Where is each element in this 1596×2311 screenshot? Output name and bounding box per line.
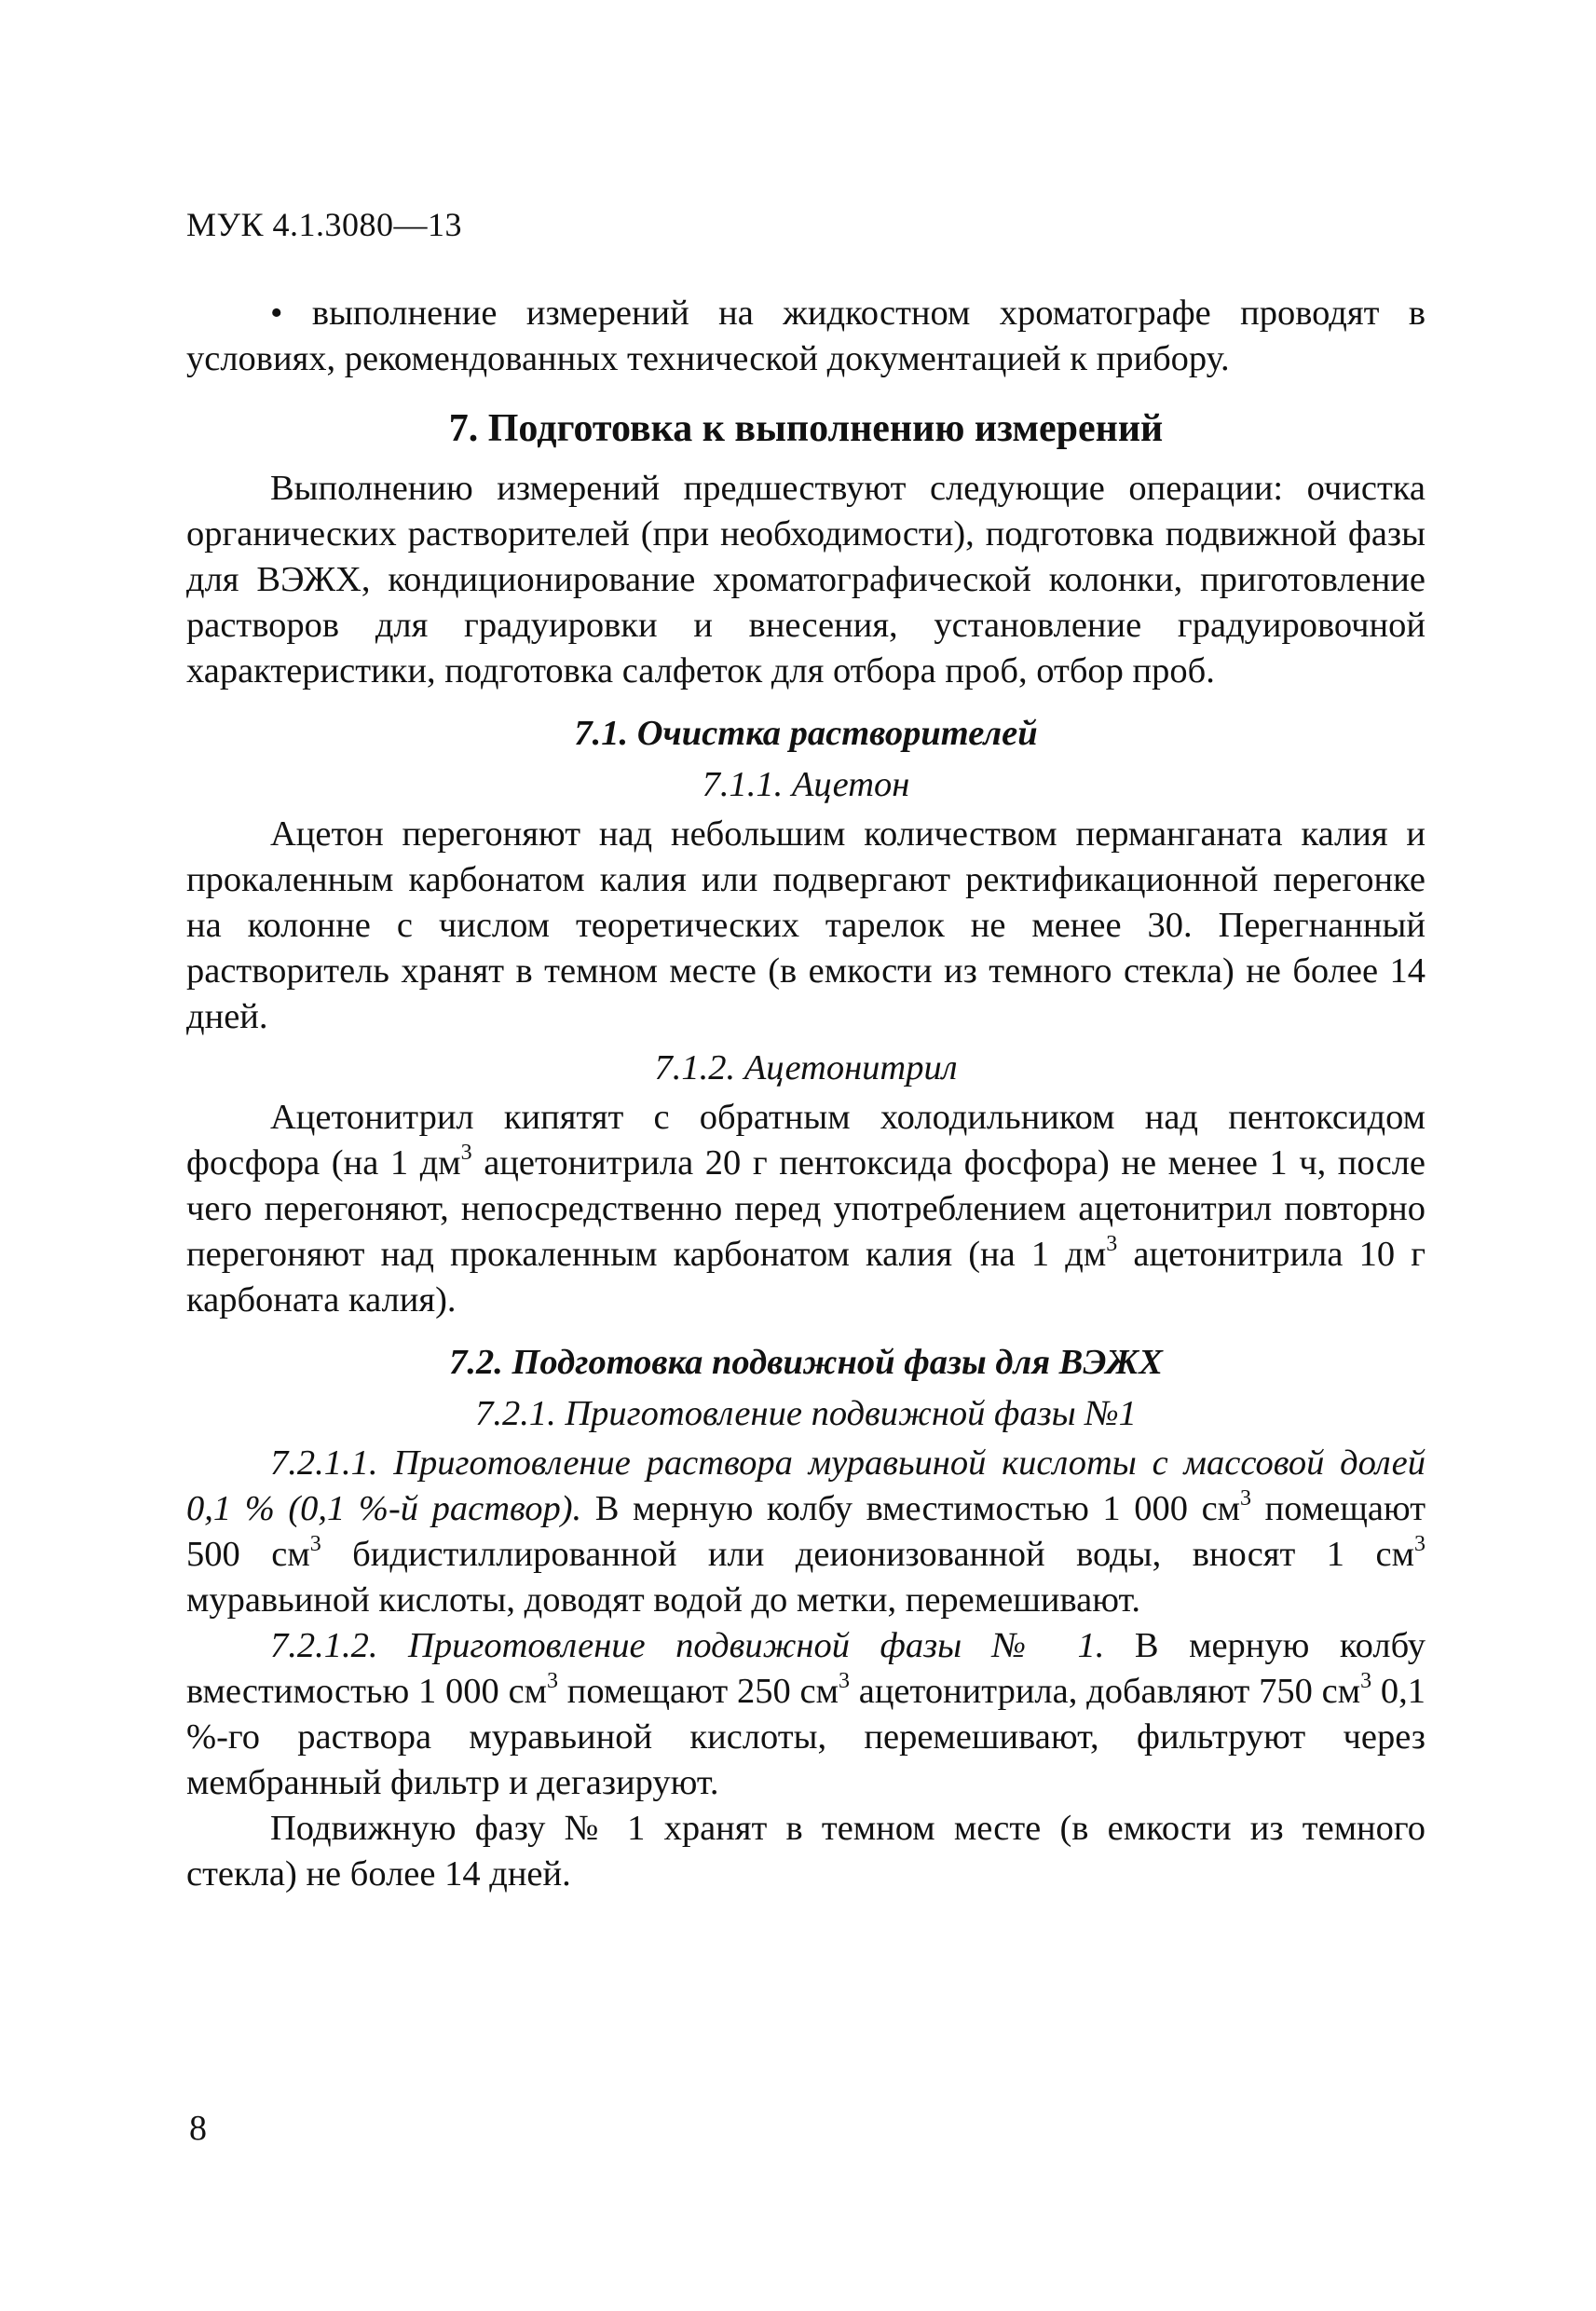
text-run: 0,1 %-го раствора муравьиной кислоты, перемешивают, фильтруют через мембранный фильтр и дегазируют. (186, 1672, 1425, 1802)
superscript: 3 (1240, 1486, 1252, 1511)
text-run: бидистиллированной или деионизованной воды, вносят 1 см (321, 1535, 1414, 1574)
text-run: помещают 250 см (558, 1672, 839, 1711)
page-content (186, 291, 1425, 1897)
document-code-header: МУК 4.1.3080—13 (186, 206, 463, 243)
bullet-paragraph (186, 291, 1425, 382)
section-7-2-1-1-text (186, 1441, 1425, 1623)
superscript: 3 (309, 1532, 321, 1556)
section-7-2-1-1-lead: 7.2.1.1. Приготовление раствора муравьиной кислоты с массовой долей 0,1 % (0,1 %-й раствор). (186, 1443, 1425, 1528)
section-7-1-1-heading: 7.1.1. Ацетон (702, 765, 910, 804)
superscript: 3 (1360, 1669, 1372, 1693)
page-number: 8 (189, 2109, 207, 2148)
superscript: 3 (547, 1669, 559, 1693)
superscript: 3 (1106, 1232, 1118, 1256)
mobile-phase-storage-text: Подвижную фазу № 1 хранят в темном месте (в емкости из темного стекла) не более 14 дней. (186, 1809, 1425, 1894)
superscript: 3 (1414, 1532, 1425, 1556)
section-7-heading: 7. Подготовка к выполнению измерений (448, 407, 1164, 450)
text-run: помещают 500 см (186, 1489, 1426, 1574)
section-7-2-heading: 7.2. Подготовка подвижной фазы для ВЭЖХ (449, 1343, 1163, 1382)
bullet-glyph: • (270, 294, 283, 333)
section-7-2-1-heading: 7.2.1. Приготовление подвижной фазы №1 (475, 1394, 1137, 1433)
section-7-1-2-text (186, 1095, 1425, 1323)
text-run: В мерную колбу вместимостью 1 000 см (186, 1626, 1425, 1711)
text-run: В мерную колбу вместимостью 1 000 см (581, 1489, 1241, 1528)
section-7-1-heading: 7.1. Очистка растворителей (574, 714, 1038, 753)
text-run: Ацетонитрил кипятят с обратным холодильником над пентоксидом фосфора (на 1 дм (186, 1098, 1425, 1183)
text-run: муравьиной кислоты, доводят водой до метки, перемешивают. (186, 1580, 1141, 1620)
superscript: 3 (460, 1141, 472, 1165)
superscript: 3 (838, 1669, 850, 1693)
section-7-1-1-text: Ацетон перегоняют над небольшим количеством перманганата калия и прокаленным карбонатом калия или подвергают ректификационной перегонке на колонне с числом теоретических тарелок не менее 30. Перегнанный растворитель хранят в темном месте (в емкости из темного стекла) не более 14 дней. (186, 814, 1425, 1036)
section-7-2-1-2-lead: 7.2.1.2. Приготовление подвижной фазы № 1. (270, 1626, 1105, 1665)
bullet-text: выполнение измерений на жидкостном хроматографе проводят в условиях, рекомендованных технической документацией к прибору. (186, 294, 1425, 378)
section-7-intro: Выполнению измерений предшествуют следующие операции: очистка органических растворителей (при необходимости), подготовка подвижной фазы для ВЭЖХ, кондиционирование хроматографической колонки, приготовление растворов для градуировки и внесения, установление градуировочной характеристики, подготовка салфеток для отбора проб, отбор проб. (186, 469, 1425, 691)
section-7-1-2-heading: 7.1.2. Ацетонитрил (654, 1048, 958, 1087)
text-run: ацетонитрила 20 г пентоксида фосфора) не менее 1 ч, после чего перегоняют, непосредственно перед употреблением ацетонитрил повторно перегоняют над прокаленным карбонатом калия (на 1 дм (186, 1143, 1425, 1274)
text-run: ацетонитрила, добавляют 750 см (849, 1672, 1361, 1711)
section-7-2-1-2-text (186, 1623, 1425, 1806)
text-run: ацетонитрила 10 г карбоната калия). (186, 1235, 1426, 1320)
